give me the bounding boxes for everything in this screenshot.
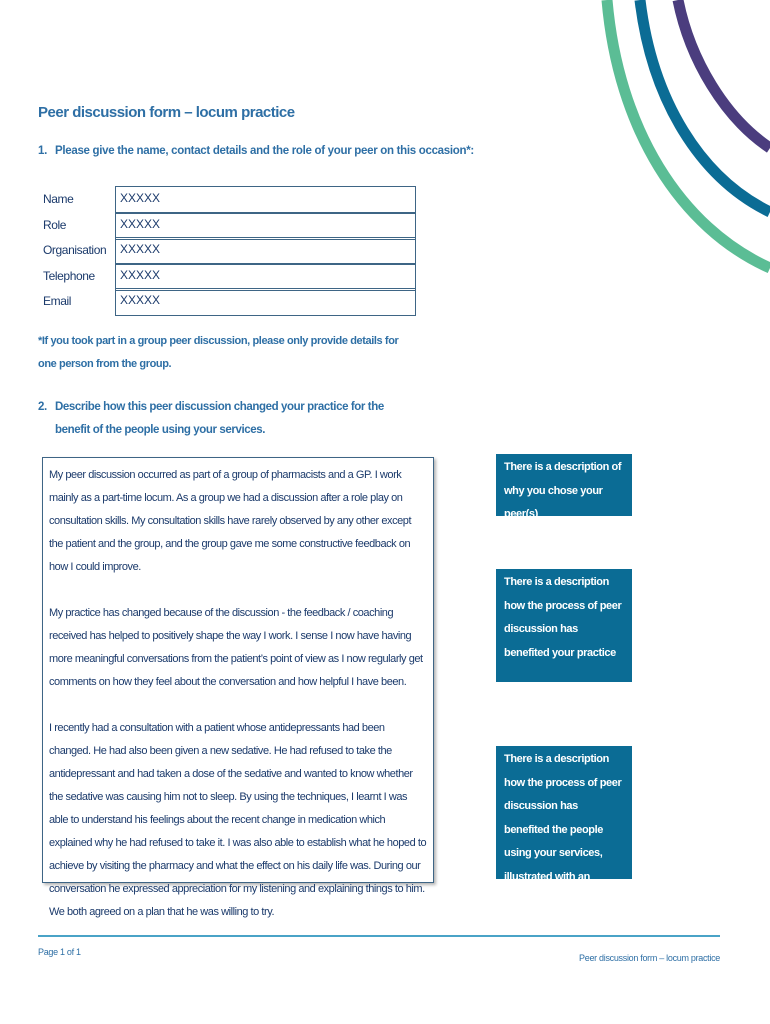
question-2-number: 2.: [38, 401, 47, 413]
detail-label: Organisation: [43, 243, 107, 258]
question-1-number: 1.: [38, 145, 47, 157]
question-2: [38, 396, 408, 442]
question-1: [38, 145, 474, 157]
purple-arc: [678, 0, 770, 148]
answer-paragraph: I recently had a consultation with a patient whose antidepressants had been changed. He had also been given a new sedative. He had refused to take the antidepressant and had taken a dose of the sedative and wanted to know whether the sedative was causing him not to sleep. By using the techniques, I learnt I was able to understand his feelings about the recent change in medication which explained why he had refused to take it. I was also able to establish what he hoped to achieve by visiting the pharmacy and what the effect on his daily life was. During our conversation he expressed appreciation for my listening and explaining things to him. We both agreed on a plan that he was willing to try.: [49, 722, 427, 918]
name-field[interactable]: XXXXX: [115, 186, 416, 214]
callout-peer-choice: There is a description of why you chose your peer(s): [496, 454, 632, 516]
answer-paragraph: My practice has changed because of the discussion - the feedback / coaching received has helped to positively shape the way I work. I sense I now have having more meaningful conversations from the patient’s point of view as I now regularly get comments on how they feel about the conversation and how helpful I have been.: [49, 607, 423, 688]
telephone-field[interactable]: XXXXX: [115, 263, 416, 291]
blue-arc: [640, 0, 770, 212]
callout-service-benefit: There is a description how the process of peer discussion has benefited the people using your services, illustrated with an example: [496, 746, 632, 879]
callout-practice-benefit: There is a description how the process of peer discussion has benefited your practice: [496, 569, 632, 682]
group-note: *If you took part in a group peer discussion, please only provide details for one person from the group.: [38, 335, 399, 370]
footer-divider: [38, 935, 720, 937]
answer-paragraph: My peer discussion occurred as part of a group of pharmacists and a GP. I work mainly as a part-time locum. As a group we had a discussion after a role play on consultation skills. My consultation skills have rarely observed by any other except the patient and the group, and the group gave me some constructive feedback on how I could improve.: [49, 469, 412, 573]
footer-doc-title: Peer discussion form – locum practice: [579, 953, 720, 963]
page-title: Peer discussion form – locum practice: [38, 104, 295, 121]
detail-label: Email: [43, 294, 72, 309]
page-number: Page 1 of 1: [38, 947, 81, 957]
detail-label: Telephone: [43, 268, 95, 283]
detail-label: Name: [43, 192, 74, 206]
organisation-field[interactable]: XXXXX: [115, 237, 416, 265]
detail-label: Role: [43, 217, 67, 232]
answer-textbox[interactable]: [42, 457, 434, 918]
role-field[interactable]: XXXXX: [115, 212, 416, 240]
email-field[interactable]: XXXXX: [115, 288, 416, 316]
question-1-text: Please give the name, contact details and the role of your peer on this occasion*:: [55, 145, 474, 157]
question-2-text: Describe how this peer discussion changed your practice for the benefit of the people using your services.: [55, 401, 384, 436]
